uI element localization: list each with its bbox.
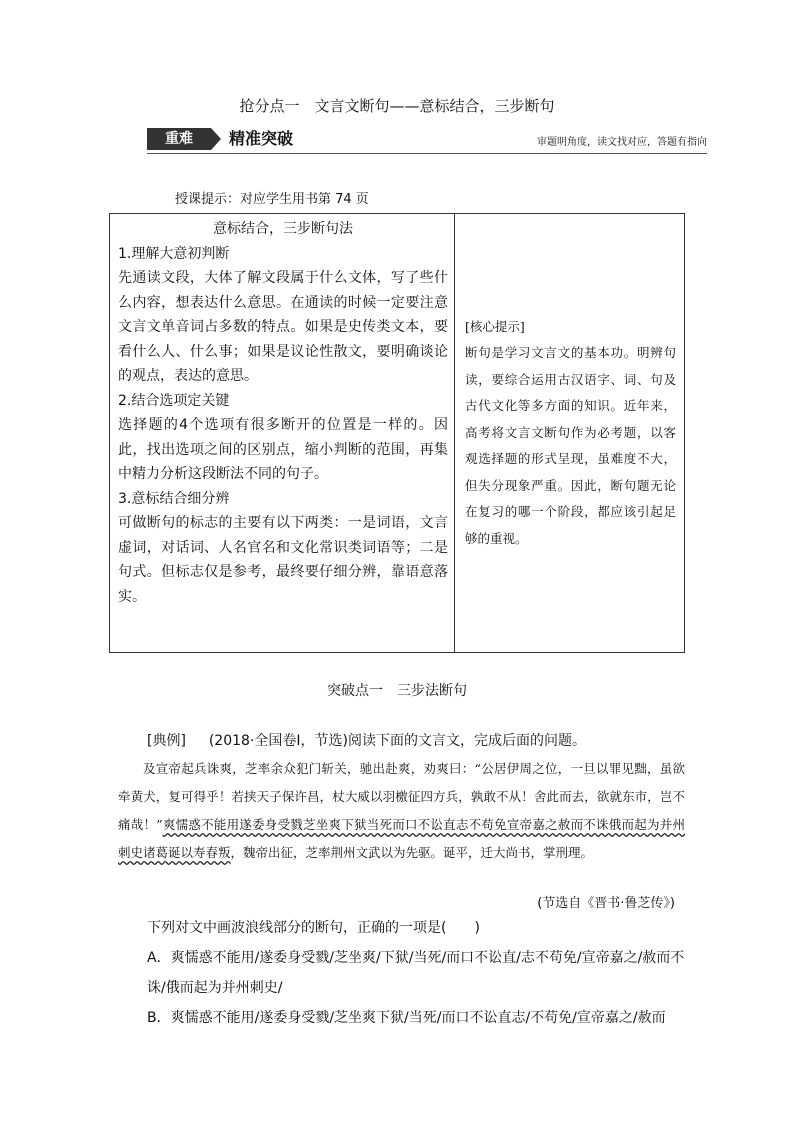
banner-slogan: 审题明角度，读文找对应，答题有指向	[537, 137, 707, 148]
core-tip-text: 断句是学习文言文的基本功。明辨句读，要综合运用古汉语字、词、句及古代文化等多方面的知识。近年来，高考将文言文断句作为必考题，以客观选择题的形式呈现，虽难度不大，但失分现象严重。因此，断句题无论在复习的哪一个阶段，都应该引起足够的重视。	[465, 345, 676, 546]
core-tip-column	[455, 214, 685, 653]
page-title: 抢分点一 文言文断句——意标结合，三步断句	[239, 97, 555, 115]
step3-text: 可做断句的标志的主要有以下两类：一是词语，文言虚词，对话词、人名官名和文化常识类词语等；二是句式。但标志仅是参考，最终要仔细分辨，靠语意落实。	[118, 515, 448, 605]
option-a	[118, 943, 685, 1003]
example-intro	[147, 730, 586, 750]
step3-title: 3.意标结合细分辨	[118, 490, 230, 507]
classical-passage	[118, 755, 685, 867]
section-title: 突破点一 三步法断句	[327, 683, 467, 699]
method-table	[109, 213, 685, 653]
lecture-hint: 授课提示：对应学生用书第 74 页	[175, 192, 369, 207]
banner-tag: 重难	[147, 128, 211, 150]
step1-text: 先通读文段，大体了解文段属于什么文体，写了些什么内容，想表达什么意思。在通读的时候一定要注意文言文单音词占多数的特点。如果是史传类文本，要看什么人、什么事；如果是议论性散文，要明确谈论的观点，表达的意思。	[118, 270, 448, 384]
core-tip-title: [核心提示]	[465, 318, 525, 334]
option-b	[118, 1003, 685, 1033]
example-instruction: (2018·全国卷Ⅰ，节选)阅读下面的文言文，完成后面的问题。	[208, 733, 586, 749]
step1-title: 1.理解大意初判断	[118, 245, 230, 262]
step2-text: 选择题的4个选项有很多断开的位置是一样的。因此，找出选项之间的区别点，缩小判断的范围，再集中精力分析这段断法不同的句子。	[118, 417, 448, 482]
passage-text: 及宣帝起兵诛爽，芝率余众犯门斩关，驰出赴爽，劝爽曰：“公居伊周之位，一旦以罪见黜，虽欲牵黄犬，复可得乎！若挟天子保许昌，杖大威以羽檄征四方兵，孰敢不从！舍此而去，欲就东市，岂不痛哉！”	[118, 761, 685, 832]
method-heading: 意标结合，三步断句法	[213, 221, 353, 237]
question-stem: 下列对文中画波浪线部分的断句，正确的一项是( )	[147, 920, 480, 936]
step2-title: 2.结合选项定关键	[118, 392, 230, 409]
option-b-text: B．爽懦惑不能用/遂委身受戮/芝坐爽下狱/当死/而口不讼直志/不苟免/宣帝嘉之/赦而	[147, 1010, 666, 1026]
passage-text-end: ，魏帝出征，芝率荆州文武以为先驱。诞平，迁大尚书，掌刑理。	[230, 845, 594, 860]
section-banner	[147, 127, 707, 151]
wavy-underlined-text: 爽懦惑不能用遂委身受戮芝坐爽下狱当死而口不讼直志不苟免宣帝嘉之赦而不诛俄而起为并州刺史诸葛诞以寿春叛	[118, 817, 685, 860]
banner-divider	[147, 153, 707, 154]
option-a-text: A．爽懦惑不能用/遂委身受戮/芝坐爽/下狱/当死/而口不讼直/志不苟免/宣帝嘉之/赦而不诛/俄而起为并州刺史/	[147, 950, 685, 996]
banner-heading: 精准突破	[229, 129, 294, 148]
example-label: [典例]	[147, 733, 186, 749]
passage-source: (节选自《晋书·鲁芝传》)	[537, 896, 675, 911]
method-column	[110, 214, 455, 653]
